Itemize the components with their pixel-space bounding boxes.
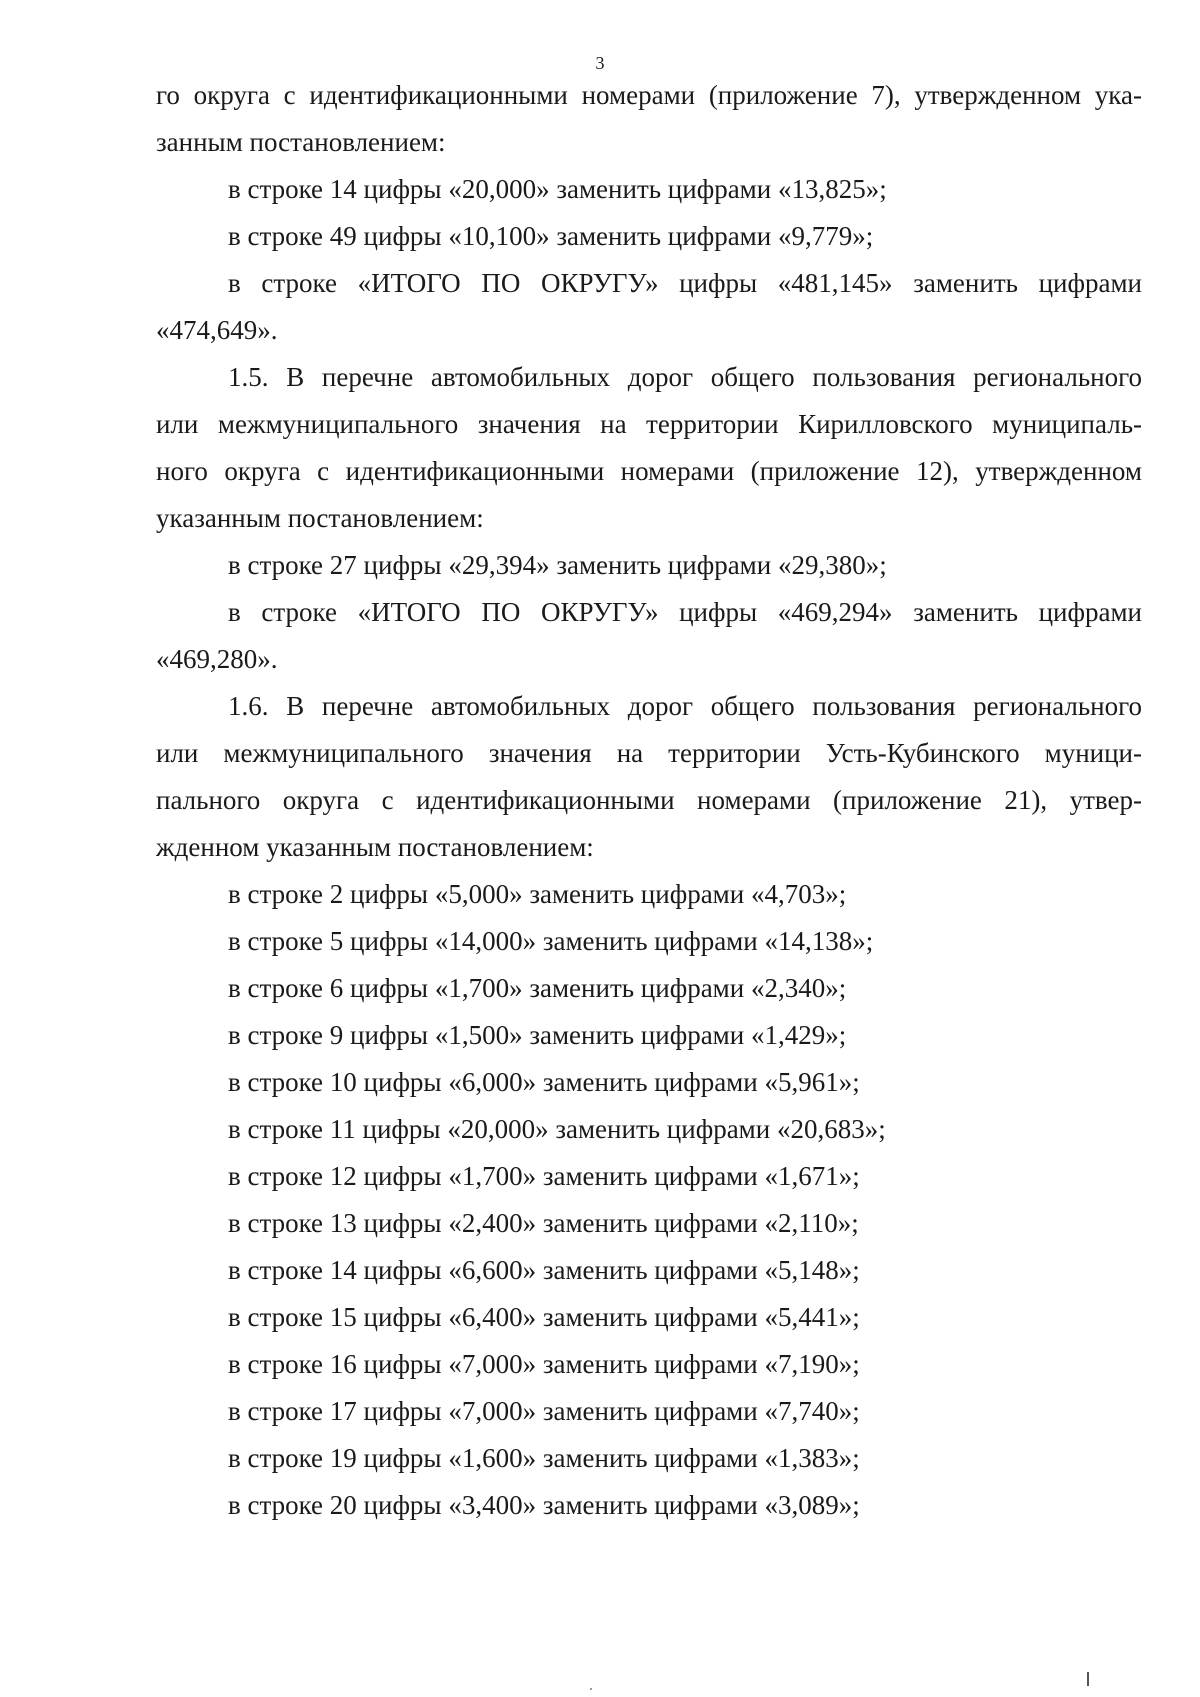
document-body [156, 72, 1142, 1529]
section-heading-line: 1.6. В перечне автомобильных дорог общего пользования регионального [228, 691, 1142, 721]
amendment-line: в строке 17 цифры «7,000» заменить цифрами «7,740»; [228, 1396, 860, 1426]
amendment-line: в строке 49 цифры «10,100» заменить цифрами «9,779»; [228, 221, 874, 251]
text-line: ного округа с идентификационными номерами (приложение 12), утвержденном [156, 456, 1142, 486]
amendment-line: в строке «ИТОГО ПО ОКРУГУ» цифры «481,145» заменить цифрами [228, 268, 1142, 298]
page-number: 3 [595, 53, 605, 73]
text-line: жденном указанным постановлением: [156, 832, 594, 862]
text-line: го округа с идентификационными номерами (приложение 7), утвержденном ука- [156, 80, 1142, 110]
amendment-line: в строке 15 цифры «6,400» заменить цифрами «5,441»; [228, 1302, 860, 1332]
text-line: занным постановлением: [156, 127, 446, 157]
amendment-line: в строке 13 цифры «2,400» заменить цифрами «2,110»; [228, 1208, 859, 1238]
amendment-line: в строке 16 цифры «7,000» заменить цифрами «7,190»; [228, 1349, 860, 1379]
amendment-line: в строке 9 цифры «1,500» заменить цифрами «1,429»; [228, 1020, 847, 1050]
amendment-line: в строке «ИТОГО ПО ОКРУГУ» цифры «469,294» заменить цифрами [228, 597, 1142, 627]
amendment-line: в строке 14 цифры «6,600» заменить цифрами «5,148»; [228, 1255, 860, 1285]
text-line: пального округа с идентификационными номерами (приложение 21), утвер- [156, 785, 1142, 815]
amendment-line: в строке 5 цифры «14,000» заменить цифрами «14,138»; [228, 926, 874, 956]
scan-artifact [1087, 1672, 1089, 1686]
text-line: указанным постановлением: [156, 503, 484, 533]
amendment-line: в строке 6 цифры «1,700» заменить цифрами «2,340»; [228, 973, 847, 1003]
amendment-line: в строке 2 цифры «5,000» заменить цифрами «4,703»; [228, 879, 847, 909]
section-heading-line: 1.5. В перечне автомобильных дорог общего пользования регионального [228, 362, 1142, 392]
amendment-line: в строке 11 цифры «20,000» заменить цифрами «20,683»; [228, 1114, 886, 1144]
amendment-line: в строке 12 цифры «1,700» заменить цифрами «1,671»; [228, 1161, 860, 1191]
scan-artifact [590, 1688, 592, 1690]
amendment-line: в строке 27 цифры «29,394» заменить цифрами «29,380»; [228, 550, 887, 580]
text-line: «469,280». [156, 644, 278, 674]
amendment-line: в строке 10 цифры «6,000» заменить цифрами «5,961»; [228, 1067, 860, 1097]
text-line: или межмуниципального значения на территории Усть-Кубинского муници- [156, 738, 1142, 768]
text-line: или межмуниципального значения на территории Кирилловского муниципаль- [156, 409, 1142, 439]
amendment-line: в строке 14 цифры «20,000» заменить цифрами «13,825»; [228, 174, 887, 204]
amendment-line: в строке 20 цифры «3,400» заменить цифрами «3,089»; [228, 1490, 860, 1520]
text-line: «474,649». [156, 315, 278, 345]
amendment-line: в строке 19 цифры «1,600» заменить цифрами «1,383»; [228, 1443, 860, 1473]
